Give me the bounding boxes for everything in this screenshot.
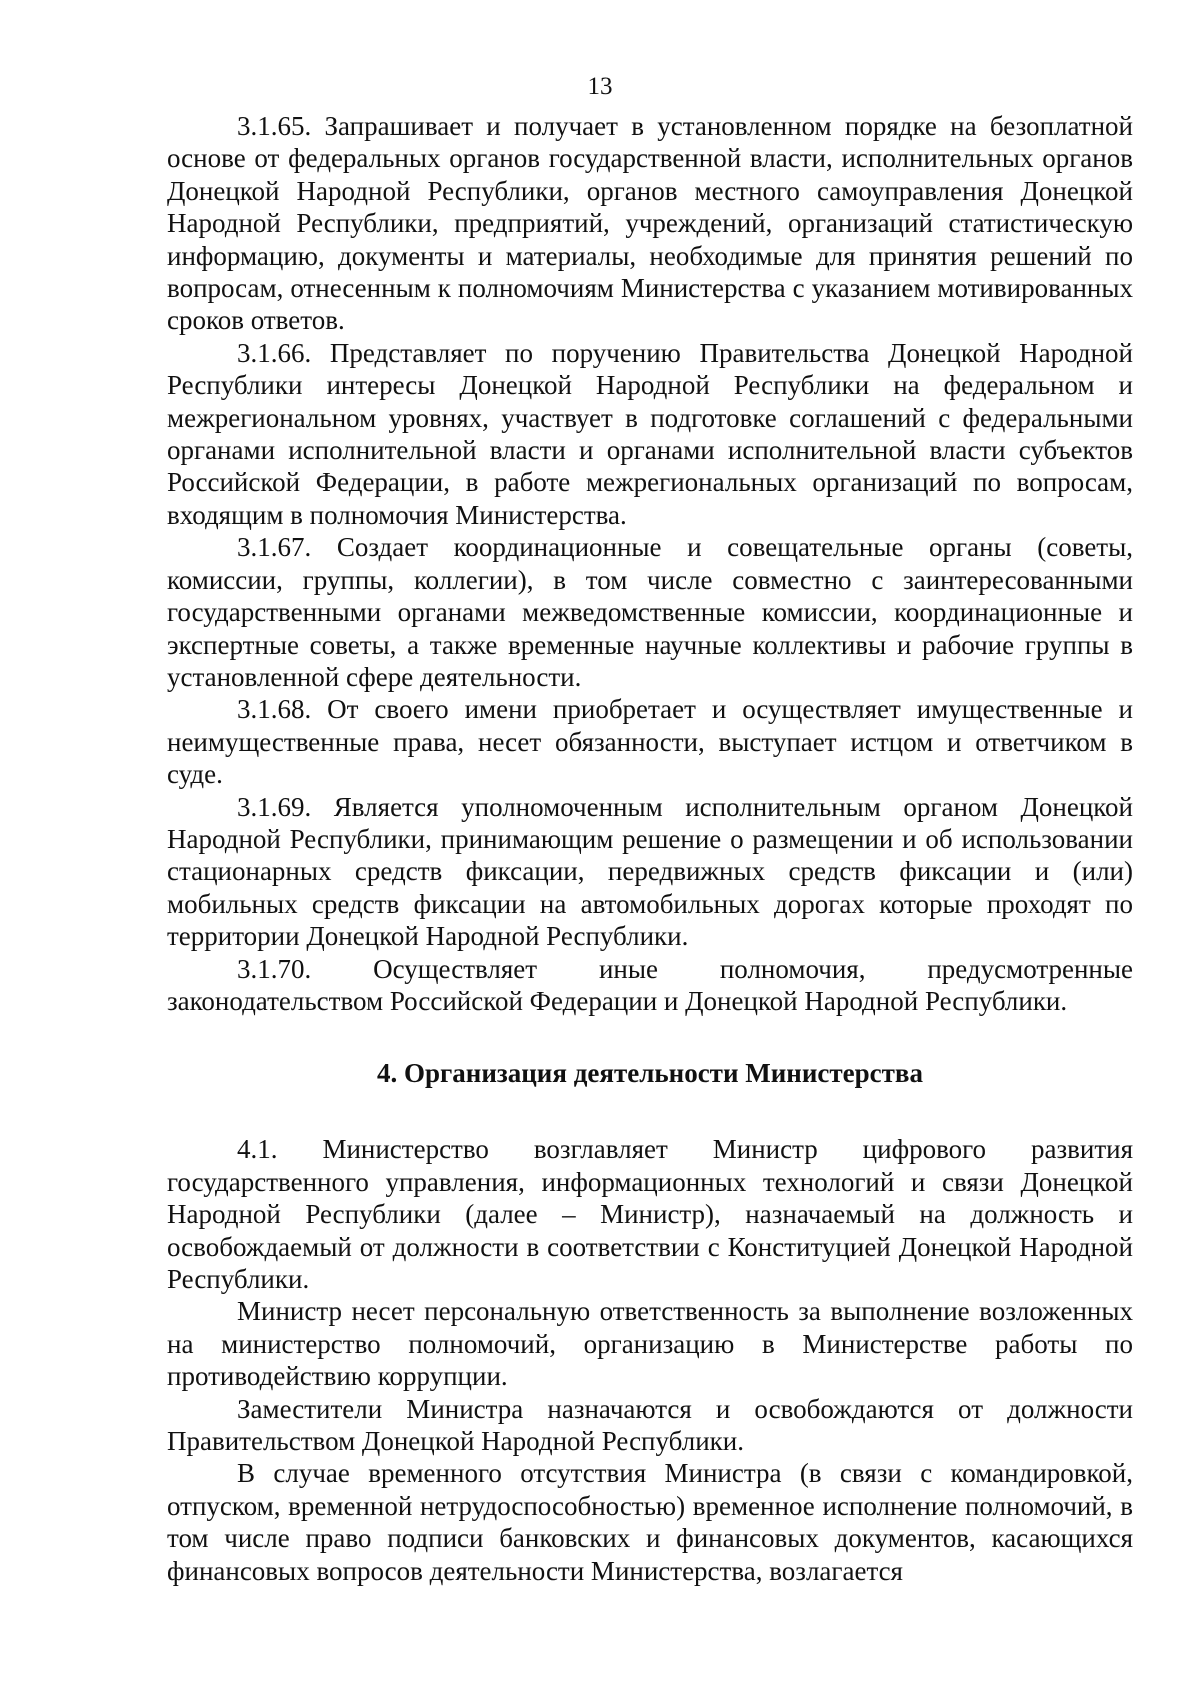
paragraph-3-1-66: 3.1.66. Представляет по поручению Правительства Донецкой Народной Республики интересы Донецкой Народной Республики на федеральном и межрегиональном уровнях, участвует в подготовке соглашений с федеральными органами исполнительной власти и органами исполнительной власти субъектов Российской Федерации, в работе межрегиональных организаций по вопросам, входящим в полномочия Министерства. <box>167 337 1133 530</box>
paragraph-minister-responsibility: Министр несет персональную ответственность за выполнение возложенных на министерство полномочий, организацию в Министерстве работы по противодействию коррупции. <box>167 1296 1133 1392</box>
section-4-content <box>167 1133 1133 1587</box>
paragraph-4-1: 4.1. Министерство возглавляет Министр цифрового развития государственного управления, информационных технологий и связи Донецкой Народной Республики (далее – Министр), назначаемый на должность и освобождаемый от должности в соответствии с Конституцией Донецкой Народной Республики. <box>167 1134 1133 1294</box>
page-number: 13 <box>587 73 613 100</box>
paragraph-3-1-65: 3.1.65. Запрашивает и получает в установленном порядке на безоплатной основе от федеральных органов государственной власти, исполнительных органов Донецкой Народной Республики, органов местного самоуправления Донецкой Народной Республики, предприятий, учреждений, организаций статистическую информацию, документы и материалы, необходимые для принятия решений по вопросам, отнесенным к полномочиям Министерства с указанием мотивированных сроков ответов. <box>167 111 1133 336</box>
document-body <box>167 110 1133 1587</box>
paragraph-3-1-70: 3.1.70. Осуществляет иные полномочия, предусмотренные законодательством Российской Федерации и Донецкой Народной Республики. <box>167 953 1133 1016</box>
paragraph-deputies: Заместители Министра назначаются и освобождаются от должности Правительством Донецкой Народной Республики. <box>167 1393 1133 1457</box>
section-heading: 4. Организация деятельности Министерства <box>377 1058 923 1089</box>
paragraph-temporary-absence: В случае временного отсутствия Министра (в связи с командировкой, отпуском, временной нетрудоспособностью) временное исполнение полномочий, в том числе право подписи банковских и финансовых документов, касающихся финансовых вопросов деятельности Министерства, возлагается <box>167 1458 1133 1586</box>
paragraph-3-1-69: 3.1.69. Является уполномоченным исполнительным органом Донецкой Народной Республики, принимающим решение о размещении и об использовании стационарных средств фиксации, передвижных средств фиксации и (или) мобильных средств фиксации на автомобильных дорогах которые проходят по территории Донецкой Народной Республики. <box>167 791 1133 952</box>
paragraph-3-1-68: 3.1.68. От своего имени приобретает и осуществляет имущественные и неимущественные права, несет обязанности, выступает истцом и ответчиком в суде. <box>167 694 1133 790</box>
paragraph-3-1-67: 3.1.67. Создает координационные и совещательные органы (советы, комиссии, группы, коллегии), в том числе совместно с заинтересованными государственными органами межведомственные комиссии, координационные и экспертные советы, а также временные научные коллективы и рабочие группы в установленной сфере деятельности. <box>167 532 1133 692</box>
